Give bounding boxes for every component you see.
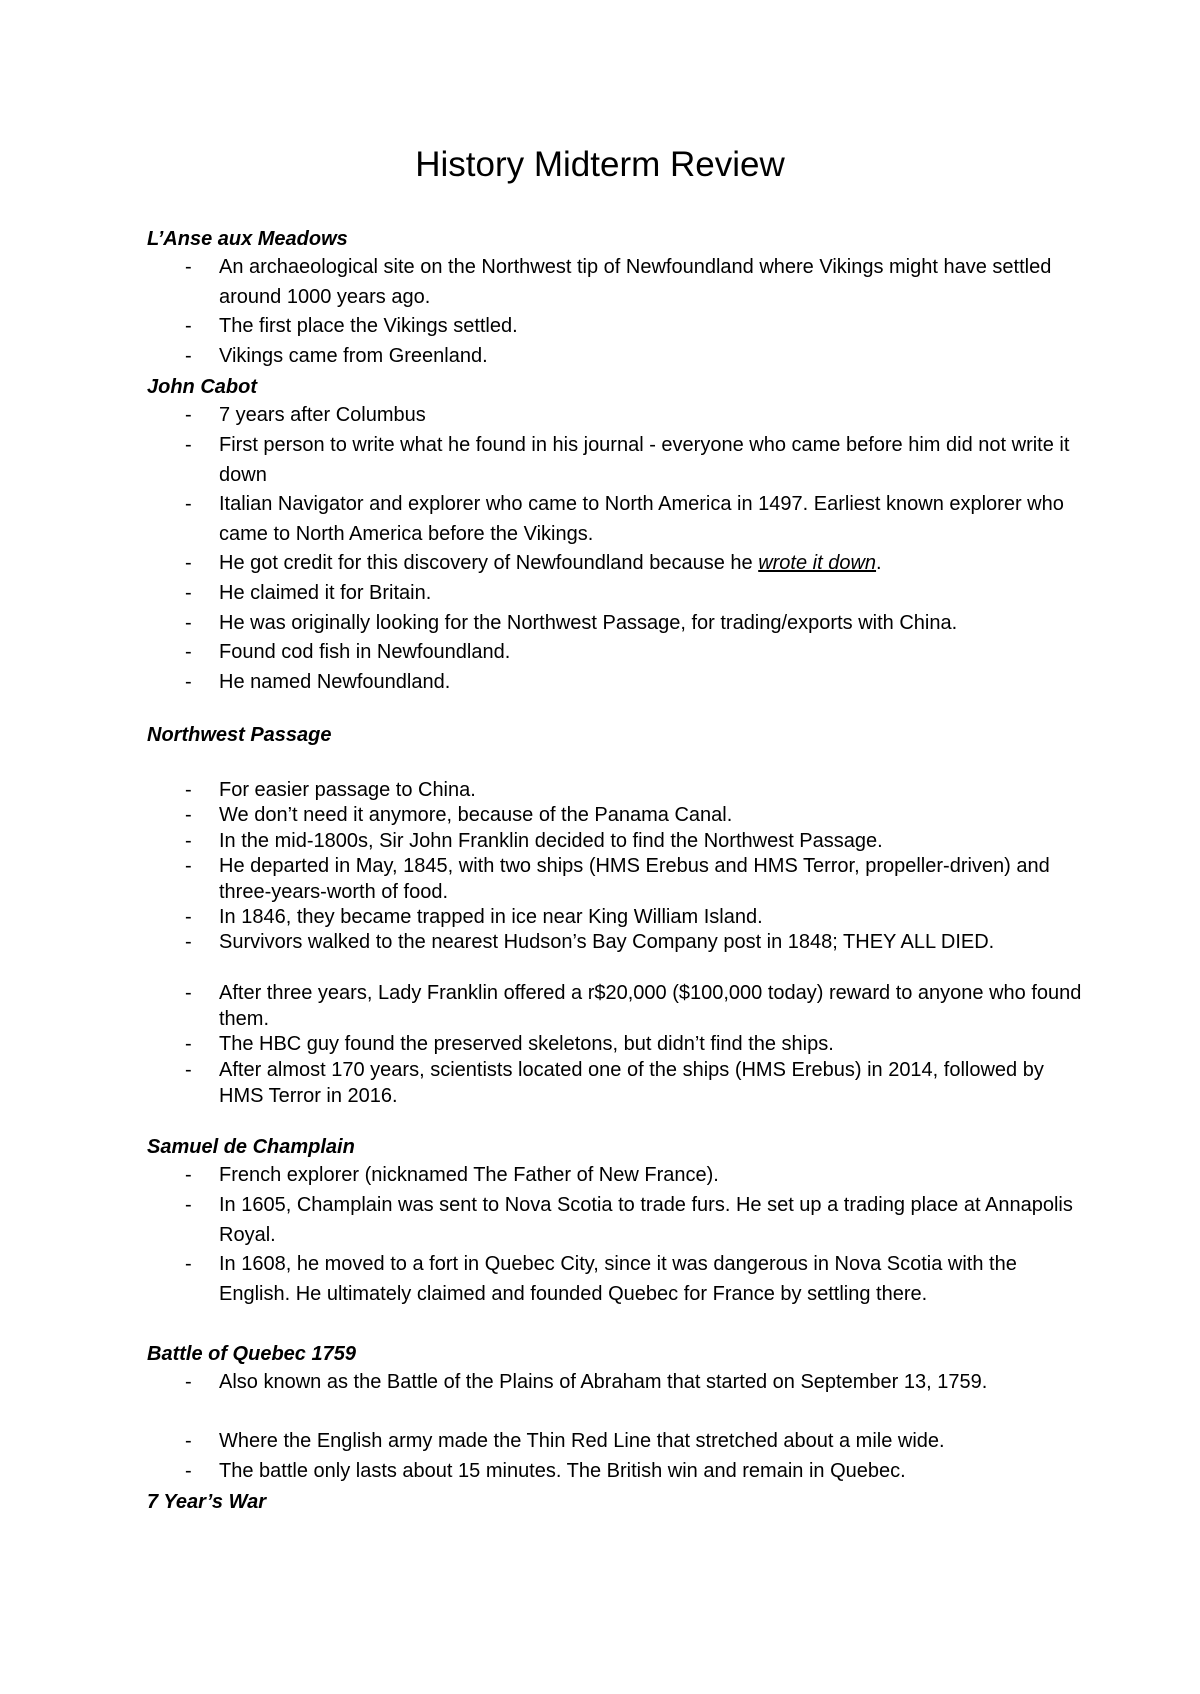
list-item: - He claimed it for Britain. [185,582,432,604]
list-item: - French explorer (nicknamed The Father of New France). [185,1164,719,1186]
list-item: - After almost 170 years, scientists located one of the ships (HMS Erebus) in 2014, followed by HMS Terror in 2016. [185,1059,1044,1107]
list-item: - He was originally looking for the Northwest Passage, for trading/exports with China. [185,612,958,634]
section-heading-seven-years-war: 7 Year’s War [147,1491,266,1513]
list-item: - The first place the Vikings settled. [185,315,518,337]
section-heading-samuel-de-champlain: Samuel de Champlain [147,1136,355,1158]
list-item: - He got credit for this discovery of Newfoundland because he wrote it down. [185,552,882,574]
list-item: - In the mid-1800s, Sir John Franklin decided to find the Northwest Passage. [185,830,883,852]
list-item: - In 1605, Champlain was sent to Nova Scotia to trade furs. He set up a trading place at Annapolis Royal. [185,1194,1073,1246]
list-item: - After three years, Lady Franklin offered a r$20,000 ($100,000 today) reward to anyone who found them. [185,982,1082,1030]
section-heading-northwest-passage: Northwest Passage [147,724,332,746]
list-item: - Where the English army made the Thin Red Line that stretched about a mile wide. [185,1430,945,1452]
section-heading-john-cabot: John Cabot [147,376,257,398]
list-item: - In 1846, they became trapped in ice near King William Island. [185,906,763,928]
list-item: - He named Newfoundland. [185,671,451,693]
list-item: - For easier passage to China. [185,779,476,801]
list-item: - First person to write what he found in his journal - everyone who came before him did not write it down [185,434,1070,486]
list-item: - Found cod fish in Newfoundland. [185,641,511,663]
section-heading-lanse-aux-meadows: L’Anse aux Meadows [147,228,348,250]
section-heading-battle-of-quebec: Battle of Quebec 1759 [147,1343,356,1365]
list-item: - We don’t need it anymore, because of the Panama Canal. [185,804,733,826]
list-item: - Survivors walked to the nearest Hudson’s Bay Company post in 1848; THEY ALL DIED. [185,931,995,953]
list-item: - He departed in May, 1845, with two ships (HMS Erebus and HMS Terror, propeller-driven) and three-years-worth of food. [185,855,1050,903]
list-item: - Italian Navigator and explorer who came to North America in 1497. Earliest known explorer who came to North America before the Vikings. [185,493,1064,545]
page-title: History Midterm Review [415,145,785,184]
list-item: - An archaeological site on the Northwest tip of Newfoundland where Vikings might have settled around 1000 years ago. [185,256,1052,308]
list-item: - The HBC guy found the preserved skeletons, but didn’t find the ships. [185,1033,834,1055]
list-item: - Also known as the Battle of the Plains of Abraham that started on September 13, 1759. [185,1371,988,1393]
list-item: - Vikings came from Greenland. [185,345,488,367]
emphasis-text: wrote it down [758,552,877,574]
list-item: - In 1608, he moved to a fort in Quebec City, since it was dangerous in Nova Scotia with the English. He ultimately claimed and founded Quebec for France by settling there. [185,1253,1017,1305]
list-item: - 7 years after Columbus [185,404,426,426]
list-item: - The battle only lasts about 15 minutes. The British win and remain in Quebec. [185,1460,906,1482]
